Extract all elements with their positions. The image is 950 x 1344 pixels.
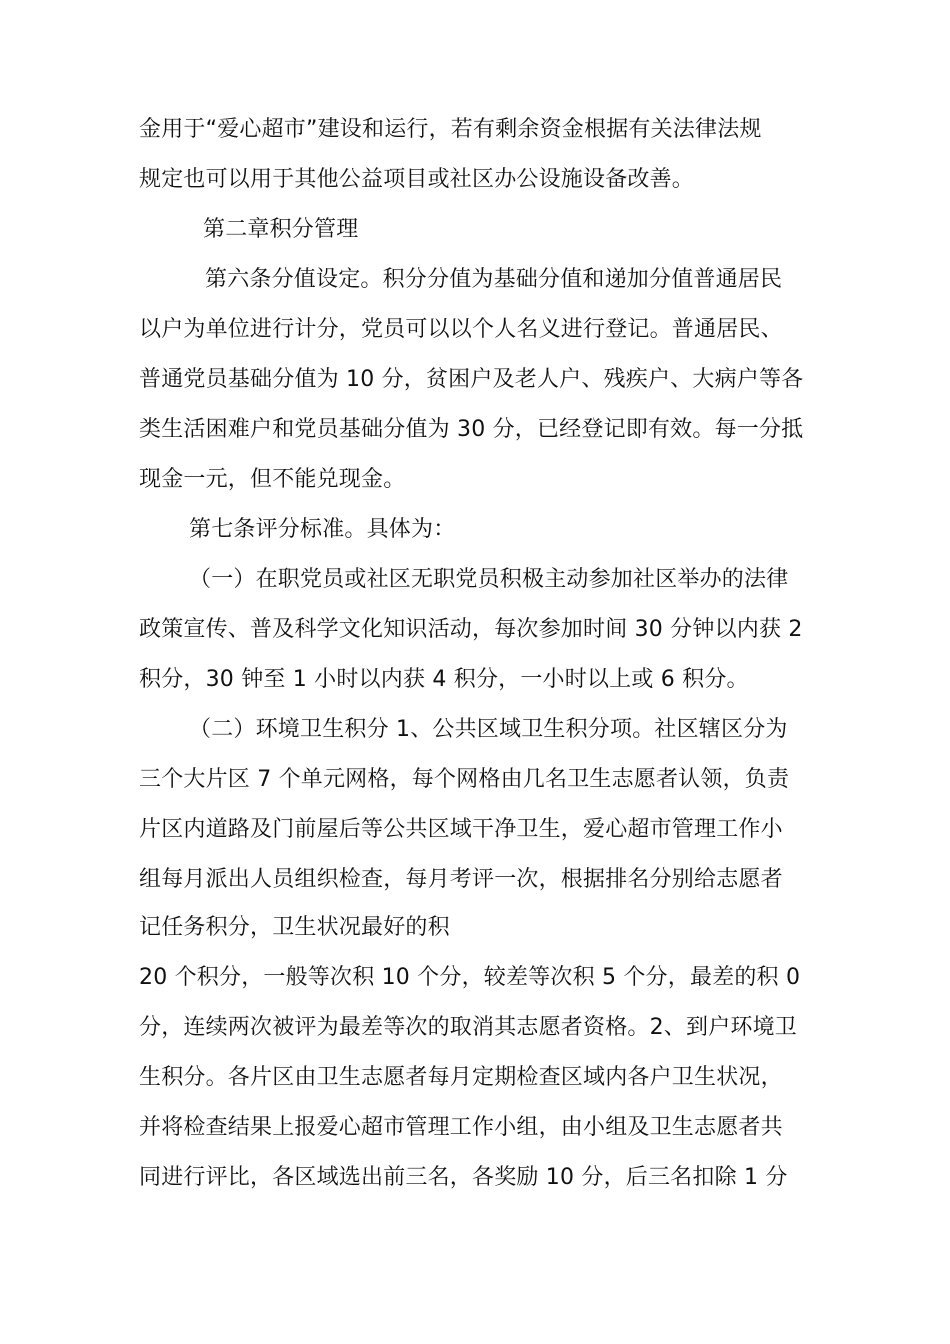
paragraph-line: 20 个积分，一般等次积 10 个分，较差等次积 5 个分，最差的积 0	[139, 965, 801, 990]
paragraph-line: 三个大片区 7 个单元网格，每个网格由几名卫生志愿者认领，负责	[139, 767, 790, 792]
paragraph-line: 现金一元，但不能兑现金。	[139, 467, 406, 492]
paragraph-line: 同进行评比，各区域选出前三名，各奖励 10 分，后三名扣除 1 分	[139, 1165, 788, 1190]
paragraph-line: 普通党员基础分值为 10 分，贫困户及老人户、残疾户、大病户等各	[139, 367, 804, 392]
paragraph-line: 规定也可以用于其他公益项目或社区办公设施设备改善。	[139, 167, 695, 192]
paragraph-line: 并将检查结果上报爱心超市管理工作小组，由小组及卫生志愿者共	[139, 1115, 783, 1140]
paragraph-line: 分，连续两次被评为最差等次的取消其志愿者资格。2、到户环境卫	[139, 1015, 797, 1040]
paragraph-line: 类生活困难户和党员基础分值为 30 分，已经登记即有效。每一分抵	[139, 417, 804, 442]
chapter-heading: 第二章积分管理	[203, 217, 359, 242]
paragraph-line: 组每月派出人员组织检查，每月考评一次，根据排名分别给志愿者	[139, 867, 783, 892]
paragraph-line: 以户为单位进行计分，党员可以以个人名义进行登记。普通居民、	[139, 317, 783, 342]
article-heading: 第七条评分标准。具体为：	[189, 517, 456, 542]
paragraph-line: 政策宣传、普及科学文化知识活动，每次参加时间 30 分钟以内获 2	[139, 617, 803, 642]
paragraph-line: 片区内道路及门前屋后等公共区域干净卫生，爱心超市管理工作小	[139, 817, 783, 842]
paragraph-line: 金用于“爱心超市”建设和运行，若有剩余资金根据有关法律法规	[139, 117, 762, 142]
paragraph-line: 积分，30 钟至 1 小时以内获 4 积分，一小时以上或 6 积分。	[139, 667, 749, 692]
paragraph-line: 记任务积分，卫生状况最好的积	[139, 915, 450, 940]
paragraph-line: （二）环境卫生积分 1、公共区域卫生积分项。社区辖区分为	[189, 717, 788, 742]
paragraph-line: （一）在职党员或社区无职党员积极主动参加社区举办的法律	[189, 567, 789, 592]
paragraph-line: 生积分。各片区由卫生志愿者每月定期检查区域内各户卫生状况，	[139, 1065, 783, 1090]
paragraph-line: 第六条分值设定。积分分值为基础分值和递加分值普通居民	[205, 267, 783, 292]
